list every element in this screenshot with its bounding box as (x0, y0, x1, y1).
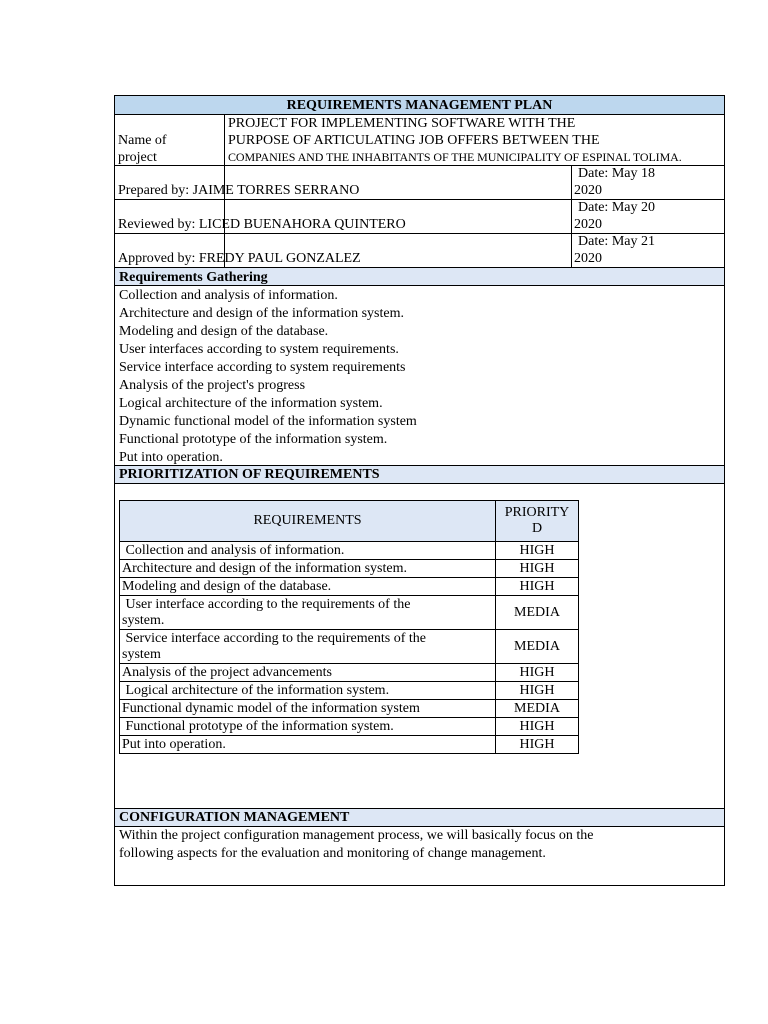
requirement-cell: Service interface according to the requirements of the system (120, 630, 496, 664)
priority-table (119, 500, 579, 754)
gathering-heading: Requirements Gathering (119, 270, 268, 285)
list-item: Logical architecture of the information system. (119, 396, 383, 411)
approved-date-year: 2020 (574, 251, 602, 266)
list-item: Dynamic functional model of the information system (119, 414, 417, 429)
priority-cell: HIGH (496, 718, 579, 736)
table-row (120, 596, 579, 630)
priority-cell: HIGH (496, 682, 579, 700)
project-label: Name of (118, 133, 167, 148)
table-row (120, 630, 579, 664)
list-item: Modeling and design of the database. (119, 324, 329, 339)
project-name-line1: PROJECT FOR IMPLEMENTING SOFTWARE WITH THE (228, 116, 576, 131)
list-item: Collection and analysis of information. (119, 288, 338, 303)
list-item: Functional prototype of the information system. (119, 432, 388, 447)
reviewed-date: Date: May 20 (578, 200, 655, 215)
configuration-heading: CONFIGURATION MANAGEMENT (119, 810, 350, 825)
priority-cell: HIGH (496, 560, 579, 578)
priority-column-header: PRIORITY D (496, 501, 579, 542)
priority-cell: HIGH (496, 664, 579, 682)
requirement-cell: Put into operation. (120, 736, 496, 754)
table-row (120, 578, 579, 596)
list-item: Put into operation. (119, 450, 223, 465)
table-row (120, 682, 579, 700)
table-row (120, 560, 579, 578)
approved-date: Date: May 21 (578, 234, 655, 249)
reviewed-date-year: 2020 (574, 217, 602, 232)
priority-cell: MEDIA (496, 596, 579, 630)
list-item: Architecture and design of the information system. (119, 306, 404, 321)
reviewed-by: Reviewed by: LICED BUENAHORA QUINTERO (118, 217, 406, 232)
list-item: User interfaces according to system requirements. (119, 342, 399, 357)
table-header-row (120, 501, 579, 542)
prioritization-heading: PRIORITIZATION OF REQUIREMENTS (119, 467, 380, 482)
priority-cell: MEDIA (496, 700, 579, 718)
requirement-cell: User interface according to the requirements of the system. (120, 596, 496, 630)
configuration-text-line1: Within the project configuration management process, we will basically focus on the (119, 828, 594, 843)
project-label-2: project (118, 150, 157, 165)
requirement-cell: Architecture and design of the information system. (120, 560, 496, 578)
gathering-list (119, 287, 719, 467)
project-name-line3: COMPANIES AND THE INHABITANTS OF THE MUNICIPALITY OF ESPINAL TOLIMA. (228, 150, 682, 164)
table-row (120, 718, 579, 736)
table-row (120, 736, 579, 754)
list-item: Service interface according to system requirements (119, 360, 406, 375)
table-row (120, 664, 579, 682)
list-item: Analysis of the project's progress (119, 378, 306, 393)
priority-cell: HIGH (496, 578, 579, 596)
requirement-cell: Collection and analysis of information. (120, 542, 496, 560)
requirement-cell: Modeling and design of the database. (120, 578, 496, 596)
prepared-by: Prepared by: JAIME TORRES SERRANO (118, 183, 360, 198)
configuration-text-line2: following aspects for the evaluation and monitoring of change management. (119, 846, 546, 861)
requirement-cell: Analysis of the project advancements (120, 664, 496, 682)
requirement-cell: Functional prototype of the information system. (120, 718, 496, 736)
prepared-date: Date: May 18 (578, 166, 655, 181)
document-title: REQUIREMENTS MANAGEMENT PLAN (286, 98, 553, 113)
priority-cell: MEDIA (496, 630, 579, 664)
prepared-date-year: 2020 (574, 183, 602, 198)
requirements-plan-document (114, 95, 725, 886)
requirement-cell: Functional dynamic model of the information system (120, 700, 496, 718)
project-name-line2: PURPOSE OF ARTICULATING JOB OFFERS BETWEEN THE (228, 133, 600, 148)
requirement-cell: Logical architecture of the information system. (120, 682, 496, 700)
priority-cell: HIGH (496, 736, 579, 754)
priority-cell: HIGH (496, 542, 579, 560)
requirements-column-header: REQUIREMENTS (120, 501, 496, 542)
table-row (120, 542, 579, 560)
table-row (120, 700, 579, 718)
approved-by: Approved by: FREDY PAUL GONZALEZ (118, 251, 361, 266)
